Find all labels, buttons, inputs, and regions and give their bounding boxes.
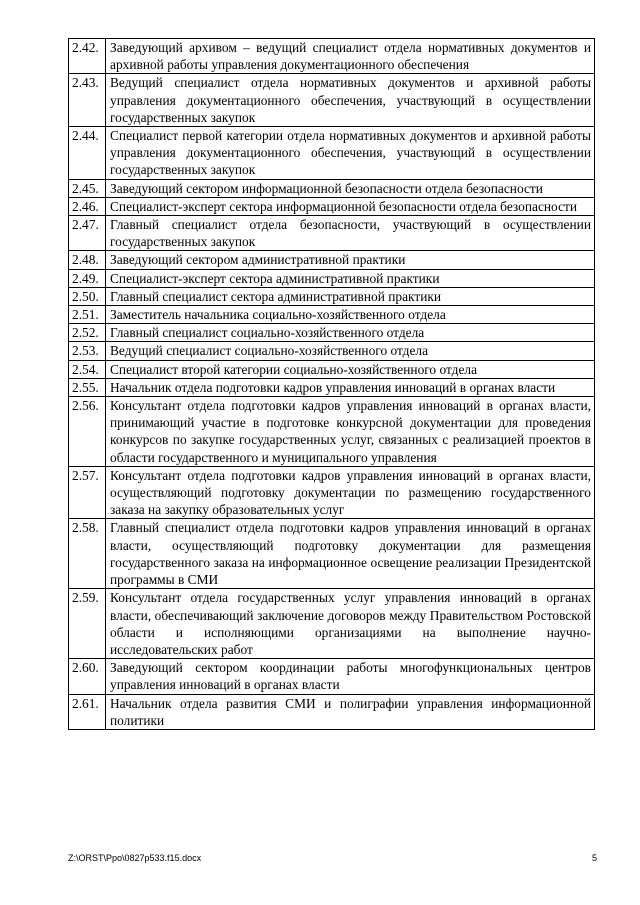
- table-row: [69, 694, 595, 729]
- table-row: [69, 342, 595, 360]
- row-number: 2.47.: [69, 216, 106, 251]
- table-row: [69, 659, 595, 694]
- table-row: [69, 466, 595, 519]
- row-number: 2.54.: [69, 360, 106, 378]
- position-title: Заведующий сектором информационной безопасности отдела безопасности: [106, 179, 595, 197]
- table-row: [69, 251, 595, 269]
- row-number: 2.61.: [69, 694, 106, 729]
- table-row: [69, 179, 595, 197]
- table-row: [69, 74, 595, 127]
- row-number: 2.53.: [69, 342, 106, 360]
- footer-page-number: 5: [591, 853, 597, 863]
- row-number: 2.52.: [69, 324, 106, 342]
- table-row: [69, 360, 595, 378]
- positions-table-body: [69, 39, 595, 730]
- position-title: Специалист первой категории отдела нормативных документов и архивной работы управления документационного обеспечения, участвующий в осуществлении государственных закупок: [106, 127, 595, 180]
- footer-file-path: Z:\ORST\Ppo\0827p533.f15.docx: [68, 853, 202, 863]
- position-title: Начальник отдела развития СМИ и полиграфии управления информационной политики: [106, 694, 595, 729]
- table-row: [69, 397, 595, 467]
- position-title: Ведущий специалист социально-хозяйственного отдела: [106, 342, 595, 360]
- row-number: 2.60.: [69, 659, 106, 694]
- table-row: [69, 39, 595, 74]
- position-title: Главный специалист сектора административной практики: [106, 287, 595, 305]
- positions-table: [68, 38, 595, 730]
- position-title: Ведущий специалист отдела нормативных документов и архивной работы управления документационного обеспечения, участвующий в осуществлении государственных закупок: [106, 74, 595, 127]
- table-row: [69, 216, 595, 251]
- position-title: Специалист-эксперт сектора административной практики: [106, 269, 595, 287]
- row-number: 2.59.: [69, 589, 106, 659]
- table-row: [69, 287, 595, 305]
- row-number: 2.45.: [69, 179, 106, 197]
- row-number: 2.51.: [69, 306, 106, 324]
- position-title: Главный специалист отдела безопасности, участвующий в осуществлении государственных закупок: [106, 216, 595, 251]
- table-row: [69, 127, 595, 180]
- table-row: [69, 197, 595, 215]
- row-number: 2.49.: [69, 269, 106, 287]
- table-row: [69, 378, 595, 396]
- row-number: 2.56.: [69, 397, 106, 467]
- position-title: Заведующий архивом – ведущий специалист отдела нормативных документов и архивной работы управления документационного обеспечения: [106, 39, 595, 74]
- table-row: [69, 269, 595, 287]
- table-row: [69, 589, 595, 659]
- position-title: Консультант отдела подготовки кадров управления инноваций в органах власти, принимающий участие в подготовке конкурсной документации для проведения конкурсов по закупке государственных услуг, связанных с реализацией проектов в области государственного и муниципального управления: [106, 397, 595, 467]
- position-title: Заведующий сектором координации работы многофункциональных центров управления инноваций в органах власти: [106, 659, 595, 694]
- table-row: [69, 306, 595, 324]
- position-title: Главный специалист отдела подготовки кадров управления инноваций в органах власти, осуществляющий подготовку документации для размещения государственного заказа на информационное освещение реализации Президентской программы в СМИ: [106, 519, 595, 589]
- row-number: 2.50.: [69, 287, 106, 305]
- row-number: 2.57.: [69, 466, 106, 519]
- row-number: 2.46.: [69, 197, 106, 215]
- position-title: Специалист второй категории социально-хозяйственного отдела: [106, 360, 595, 378]
- row-number: 2.44.: [69, 127, 106, 180]
- row-number: 2.48.: [69, 251, 106, 269]
- position-title: Специалист-эксперт сектора информационной безопасности отдела безопасности: [106, 197, 595, 215]
- row-number: 2.55.: [69, 378, 106, 396]
- row-number: 2.42.: [69, 39, 106, 74]
- position-title: Главный специалист социально-хозяйственного отдела: [106, 324, 595, 342]
- position-title: Начальник отдела подготовки кадров управления инноваций в органах власти: [106, 378, 595, 396]
- row-number: 2.58.: [69, 519, 106, 589]
- table-row: [69, 519, 595, 589]
- position-title: Консультант отдела государственных услуг управления инноваций в органах власти, обеспечивающий заключение договоров между Правительством Ростовской области и исполняющими организациями на выполнение научно-исследовательских работ: [106, 589, 595, 659]
- row-number: 2.43.: [69, 74, 106, 127]
- position-title: Консультант отдела подготовки кадров управления инноваций в органах власти, осуществляющий подготовку документации по размещению государственного заказа на закупку образовательных услуг: [106, 466, 595, 519]
- position-title: Заместитель начальника социально-хозяйственного отдела: [106, 306, 595, 324]
- position-title: Заведующий сектором административной практики: [106, 251, 595, 269]
- table-row: [69, 324, 595, 342]
